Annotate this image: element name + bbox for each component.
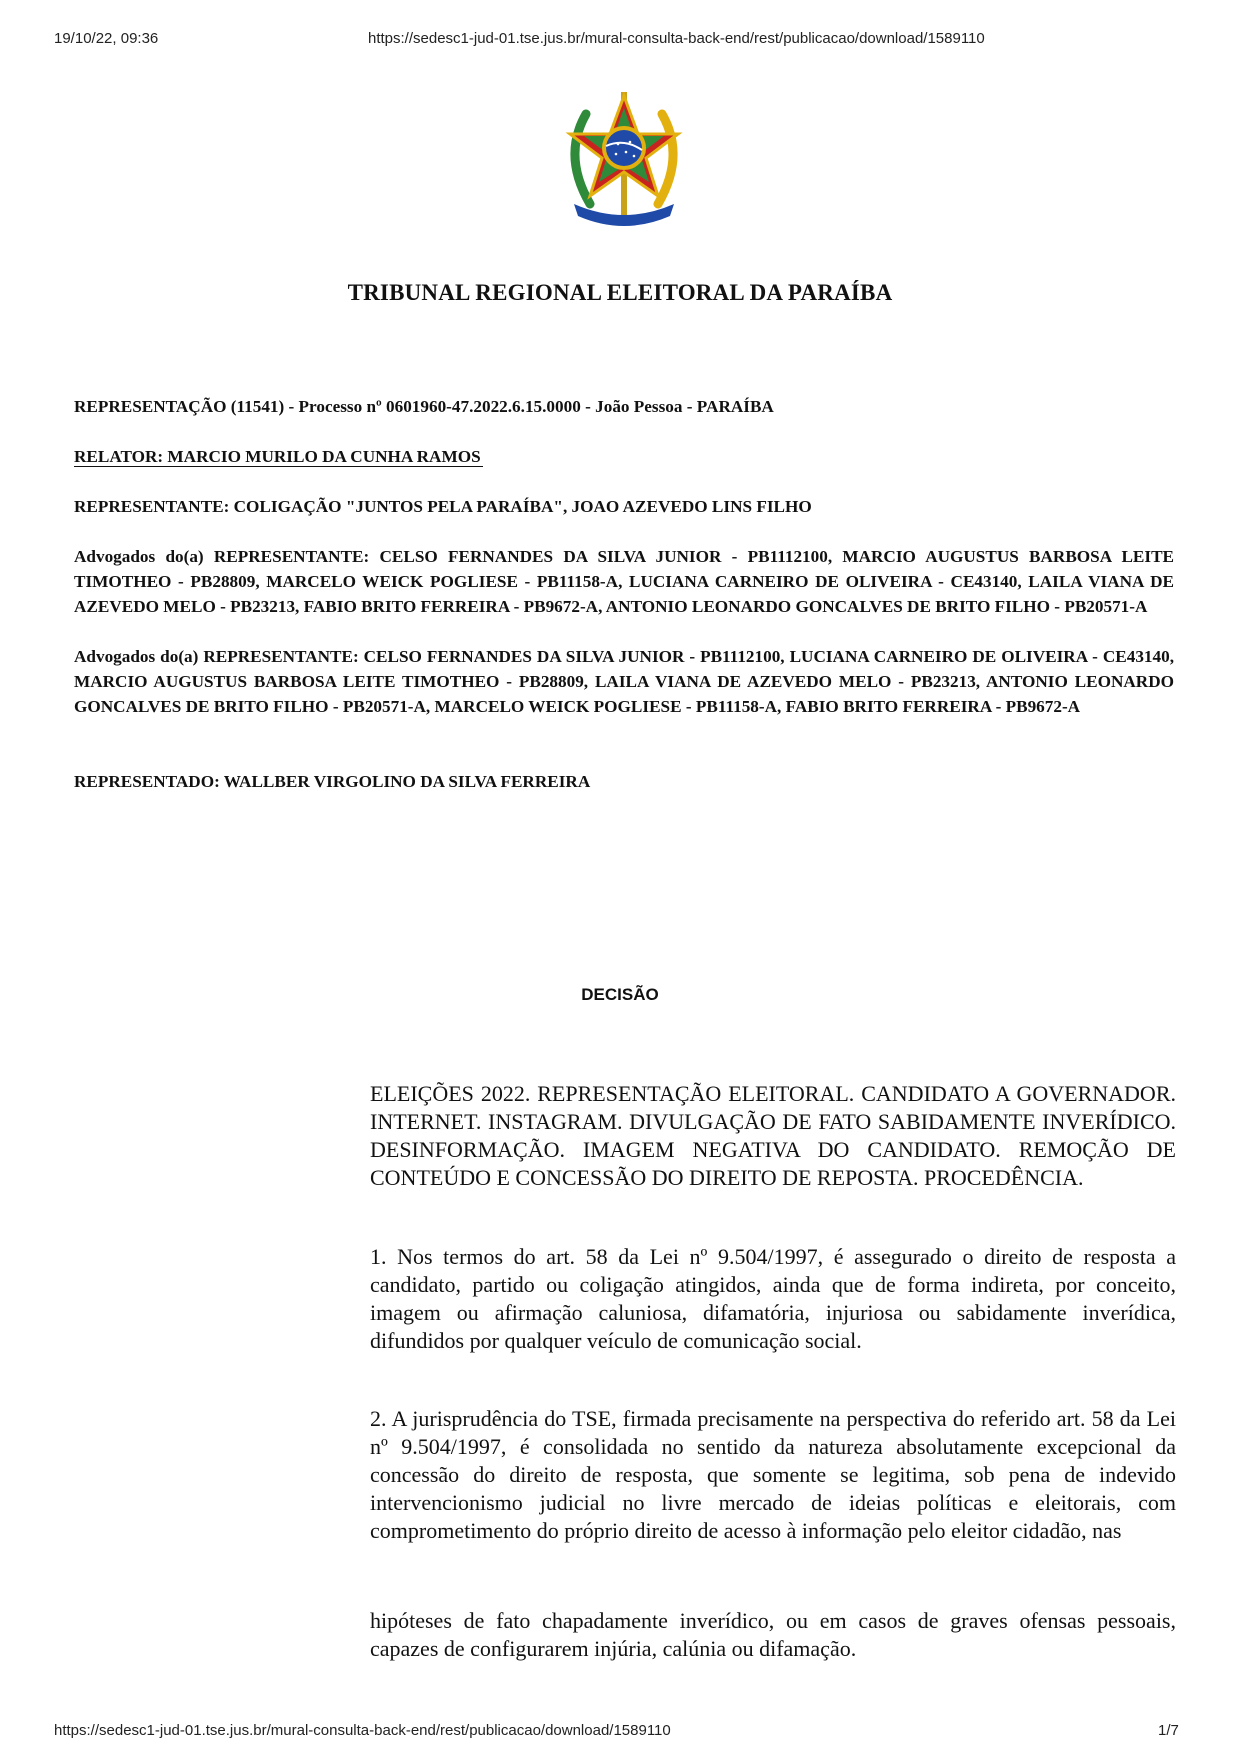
ementa-item-2-continuation: hipóteses de fato chapadamente inverídico, ou em casos de graves ofensas pessoais, capazes de configurarem injúria, calúnia ou difamação. xyxy=(370,1608,1176,1661)
print-url: https://sedesc1-jud-01.tse.jus.br/mural-consulta-back-end/rest/publicacao/download/1589110 xyxy=(368,30,985,47)
footer-url: https://sedesc1-jud-01.tse.jus.br/mural-consulta-back-end/rest/publicacao/download/1589110 xyxy=(54,1722,671,1739)
case-representante: REPRESENTANTE: COLIGAÇÃO "JUNTOS PELA PARAÍBA", JOAO AZEVEDO LINS FILHO xyxy=(74,497,812,516)
brasao-republica-icon xyxy=(556,86,692,230)
page-number: 1/7 xyxy=(1158,1722,1179,1739)
decision-title: DECISÃO xyxy=(581,985,659,1004)
ementa-item-2: 2. A jurisprudência do TSE, firmada precisamente na perspectiva do referido art. 58 da Lei nº 9.504/1997, é consolidada no sentido da natureza absolutamente excepcional da concessão do direito de resposta, que somente se legitima, sob pena de indevido intervencionismo judicial no livre mercado de ideias políticas e eleitorais, com comprometimento do próprio direito de acesso à informação pelo eleitor cidadão, nas xyxy=(370,1406,1176,1543)
case-relator xyxy=(74,444,1174,469)
case-advogados-1: Advogados do(a) REPRESENTANTE: CELSO FERNANDES DA SILVA JUNIOR - PB1112100, MARCIO AUGUSTUS BARBOSA LEITE TIMOTHEO - PB28809, MARCELO WEICK POGLIESE - PB11158-A, LUCIANA CARNEIRO DE OLIVEIRA - CE43140, LAILA VIANA DE AZEVEDO MELO - PB23213, FABIO BRITO FERREIRA - PB9672-A, ANTONIO LEONARDO GONCALVES DE BRITO FILHO - PB20571-A xyxy=(74,547,1174,616)
relator-name: RELATOR: MARCIO MURILO DA CUNHA RAMOS xyxy=(74,447,481,466)
court-title: TRIBUNAL REGIONAL ELEITORAL DA PARAÍBA xyxy=(347,280,893,305)
ementa-head: ELEIÇÕES 2022. REPRESENTAÇÃO ELEITORAL. CANDIDATO A GOVERNADOR. INTERNET. INSTAGRAM. DIVULGAÇÃO DE FATO SABIDAMENTE INVERÍDICO. DESINFORMAÇÃO. IMAGEM NEGATIVA DO CANDIDATO. REMOÇÃO DE CONTEÚDO E CONCESSÃO DO DIREITO DE REPOSTA. PROCEDÊNCIA. xyxy=(370,1081,1176,1190)
case-advogados-2: Advogados do(a) REPRESENTANTE: CELSO FERNANDES DA SILVA JUNIOR - PB1112100, LUCIANA CARNEIRO DE OLIVEIRA - CE43140, MARCIO AUGUSTUS BARBOSA LEITE TIMOTHEO - PB28809, LAILA VIANA DE AZEVEDO MELO - PB23213, ANTONIO LEONARDO GONCALVES DE BRITO FILHO - PB20571-A, MARCELO WEICK POGLIESE - PB11158-A, FABIO BRITO FERREIRA - PB9672-A xyxy=(74,647,1174,716)
case-representacao: REPRESENTAÇÃO (11541) - Processo nº 0601960-47.2022.6.15.0000 - João Pessoa - PARAÍBA xyxy=(74,397,774,416)
ementa-item-1: 1. Nos termos do art. 58 da Lei nº 9.504/1997, é assegurado o direito de resposta a candidato, partido ou coligação atingidos, ainda que de forma indireta, por conceito, imagem ou afirmação caluniosa, difamatória, injuriosa ou sabidamente inverídica, difundidos por qualquer veículo de comunicação social. xyxy=(370,1244,1176,1353)
case-representado: REPRESENTADO: WALLBER VIRGOLINO DA SILVA FERREIRA xyxy=(74,772,591,791)
print-datetime: 19/10/22, 09:36 xyxy=(54,30,159,47)
